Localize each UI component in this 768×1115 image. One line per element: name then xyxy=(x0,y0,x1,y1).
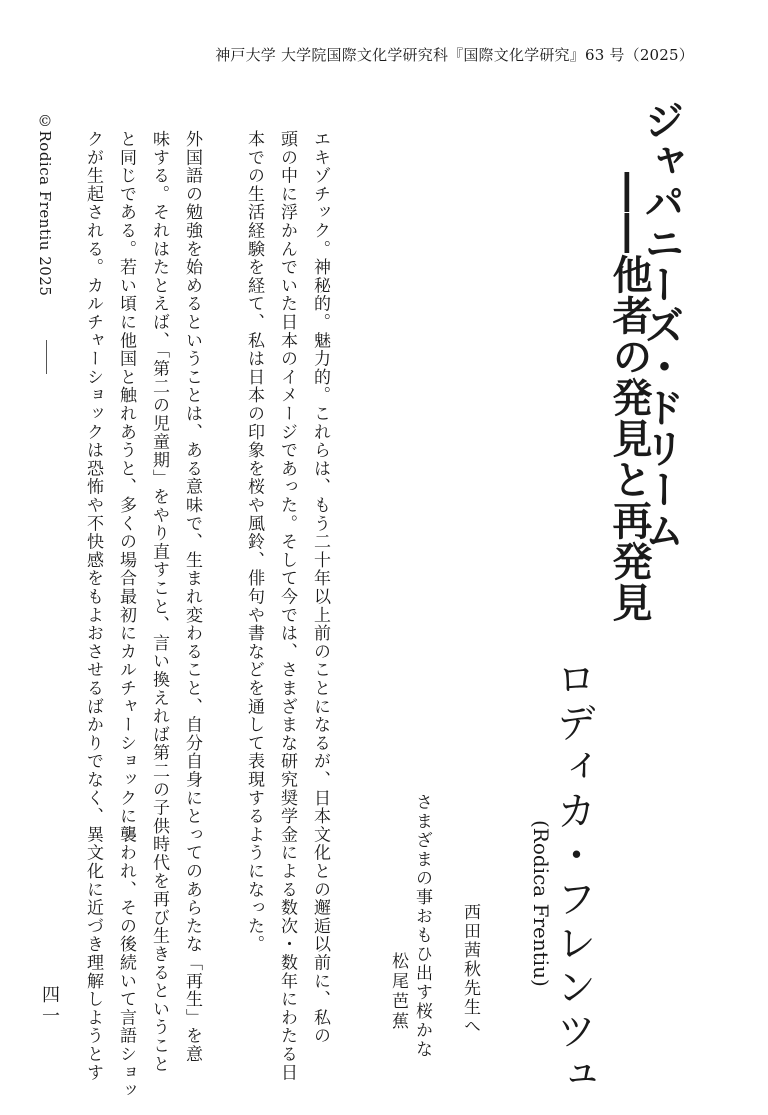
dedication: 西田茜秋先生へ xyxy=(460,903,480,1036)
author-romanized-name: (Rodica Frentiu) xyxy=(529,820,553,987)
article-subtitle: ――他者の発見と再発見 xyxy=(606,172,653,623)
article-title: ジャパニーズ・ドリーム xyxy=(638,100,685,551)
footnote-rule xyxy=(46,340,47,374)
body-text-column: 味する。それはたとえば、「第二の児童期」をやり直すこと、言い換えれば第二の子供時代を再び生きるということ xyxy=(149,130,169,1074)
body-text-column: クが生起される。カルチャーショックは恐怖や不快感をもよおさせるばかりでなく、異文化に近づき理解しようとす xyxy=(83,130,103,1082)
body-text-column: 本での生活経験を経て、私は日本の印象を桜や風鈴、俳句や書などを通して表現するようになった。 xyxy=(244,130,264,954)
author-name: ロディカ・フレンツュ xyxy=(550,658,596,1098)
running-header: 神戸大学 大学院国際文化学研究科『国際文化学研究』63 号（2025） xyxy=(215,46,694,64)
copyright-notice: ©Rodica Frentiu 2025 xyxy=(36,112,54,297)
body-text-column: 頭の中に浮かんでいた日本のイメージであった。そして今では、さまざまな研究奨学金による数次・数年にわたる日 xyxy=(277,130,297,1082)
epigraph-haiku: さまざまの事おもひ出す桜かな xyxy=(412,793,432,1059)
body-text-column: エキゾチック。神秘的。魅力的。これらは、もう二十年以上前のことになるが、日本文化との邂逅以前に、私の xyxy=(310,130,330,1045)
body-text-column: と同じである。若い頃に他国と触れあうと、多くの場合最初にカルチャーショックに襲われ、その後続いて言語ショッ xyxy=(116,130,136,1100)
body-text-column: 外国語の勉強を始めるということは、ある意味で、生まれ変わること、自分自身にとってのあらたな「再生」を意 xyxy=(182,130,202,1064)
epigraph-poet: 松尾芭蕉 xyxy=(388,952,408,1032)
page-number: 四一 xyxy=(39,985,60,1027)
